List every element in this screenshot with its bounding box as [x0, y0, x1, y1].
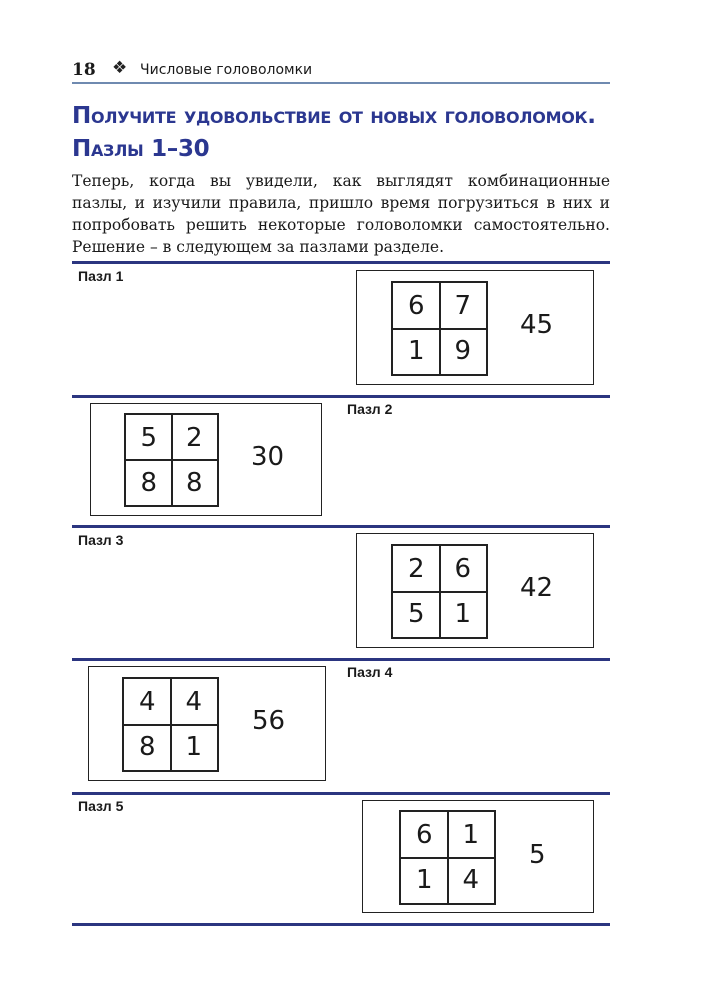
puzzle-label: Пазл 4: [347, 664, 393, 680]
grid-cell: 8: [138, 732, 156, 763]
header-rule: [72, 82, 610, 84]
puzzle-rule: [72, 525, 610, 528]
puzzle-label: Пазл 1: [78, 268, 124, 284]
puzzle-grid: [391, 544, 488, 639]
grid-cell: 1: [454, 599, 472, 630]
target-number: 45: [520, 310, 554, 340]
grid-cell: 6: [454, 553, 472, 584]
grid-cell: 2: [407, 553, 425, 584]
grid-cell: 5: [407, 599, 425, 630]
grid-cell: 8: [185, 467, 203, 498]
title-line-1: Получите удовольствие от новых головоломок.: [72, 103, 596, 129]
title-line-2: Пазлы 1–30: [72, 136, 210, 162]
grid-cell: 9: [454, 336, 472, 367]
grid-cell: 4: [462, 865, 480, 896]
running-title: Числовые головоломки: [140, 62, 313, 78]
puzzle-box: [88, 666, 326, 781]
target-number: 42: [520, 573, 554, 603]
puzzle-grid: [399, 810, 496, 905]
puzzle-box: [362, 800, 594, 913]
bottom-rule: [72, 923, 610, 926]
grid-cell: 1: [407, 336, 425, 367]
puzzle-grid: [122, 677, 219, 772]
puzzle-box: [356, 533, 594, 648]
puzzle-grid: [391, 281, 488, 376]
page-number: 18: [72, 60, 96, 80]
grid-cell: 4: [138, 686, 156, 717]
puzzle-grid: [124, 413, 219, 507]
grid-cell: 4: [185, 686, 203, 717]
grid-cell: 8: [140, 467, 158, 498]
puzzle-rule: [72, 261, 610, 264]
grid-cell: 1: [185, 732, 203, 763]
grid-cell: 5: [140, 422, 158, 453]
puzzle-box: [356, 270, 594, 385]
puzzle-rule: [72, 658, 610, 661]
puzzle-rule: [72, 792, 610, 795]
grid-cell: 6: [407, 290, 425, 321]
puzzle-box: [90, 403, 322, 516]
target-number: 30: [251, 442, 285, 472]
target-number: 56: [252, 706, 286, 736]
grid-cell: 6: [415, 819, 433, 850]
puzzle-label: Пазл 3: [78, 532, 124, 548]
target-number: 5: [529, 840, 546, 870]
grid-cell: 7: [454, 290, 472, 321]
grid-cell: 2: [185, 422, 203, 453]
running-header: [72, 58, 610, 82]
section-title: [72, 100, 632, 166]
grid-cell: 1: [462, 819, 480, 850]
puzzle-label: Пазл 5: [78, 798, 124, 814]
intro-paragraph: Теперь, когда вы увидели, как выглядят комбинационные пазлы, и изучили правила, пришло время погрузиться в них и попробовать решить некоторые головоломки самостоятельно. Решение – в следующем за пазлами разделе.: [72, 172, 610, 256]
puzzle-rule: [72, 395, 610, 398]
grid-cell: 1: [415, 865, 433, 896]
puzzle-label: Пазл 2: [347, 401, 393, 417]
ornament-icon: ❖: [112, 58, 128, 78]
